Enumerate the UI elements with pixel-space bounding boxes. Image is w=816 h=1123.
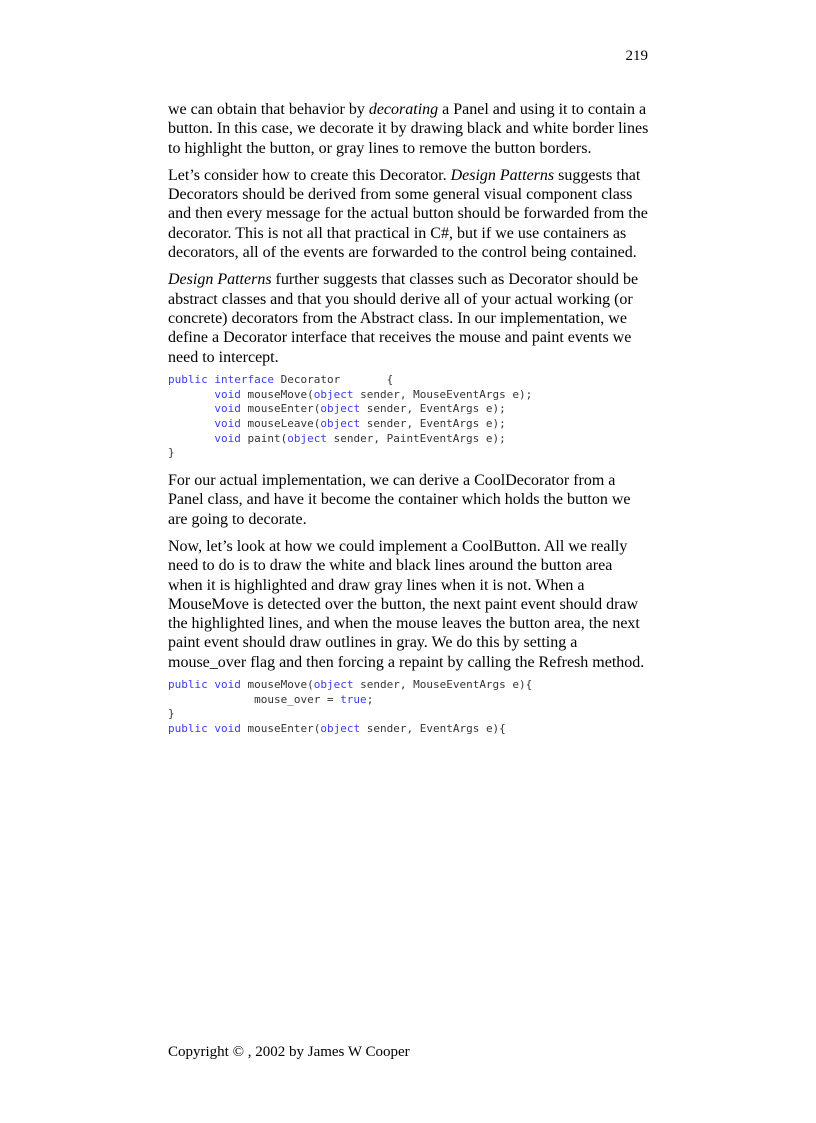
keyword: object: [287, 431, 327, 445]
code-text: mouseMove(: [240, 678, 314, 692]
code-text: }: [168, 446, 175, 460]
keyword: public: [168, 678, 208, 692]
code-block-mouse-handlers: [168, 678, 650, 737]
keyword: object: [320, 722, 361, 736]
keyword: object: [313, 387, 354, 401]
text: suggests that Decorators should be derived from some general visual component class and then every message for the actual button should be forwarded from the decorator. This is not all that practical in C#, but if we use containers as decorators, all of the events are forwarded to the control being contained.: [168, 166, 648, 262]
keyword: object: [320, 402, 361, 416]
code-text: paint(: [240, 431, 288, 445]
page-number: 219: [625, 48, 648, 64]
keyword: object: [320, 416, 361, 430]
keyword: public: [168, 372, 208, 386]
code-block-decorator-interface: [168, 373, 650, 461]
code-text: sender, PaintEventArgs e);: [326, 431, 506, 445]
code-text: }: [168, 707, 175, 721]
paragraph-3: [168, 270, 650, 366]
text: a Panel and using it to contain a button. In this case, we decorate it by drawing black and white border lines to highlight the button, or gray lines to remove the button borders.: [168, 101, 649, 157]
code-text: mouseMove(: [240, 387, 314, 401]
keyword: true: [340, 692, 367, 706]
book-title: Design Patterns: [168, 271, 272, 289]
copyright-footer: Copyright © , 2002 by James W Cooper: [168, 1044, 410, 1060]
code-text: Decorator {: [273, 372, 394, 386]
paragraph-4: For our actual implementation, we can derive a CoolDecorator from a Panel class, and have it become the container which holds the button we are going to decorate.: [168, 472, 631, 528]
keyword: void: [214, 402, 241, 416]
code-text: mouseLeave(: [240, 416, 321, 430]
code-text: ;: [366, 692, 374, 706]
code-text: mouseEnter(: [240, 722, 321, 736]
paragraph-2: [168, 166, 650, 262]
code-text: mouseEnter(: [240, 402, 321, 416]
text: Let’s consider how to create this Decorator.: [168, 166, 451, 184]
keyword: void: [214, 678, 241, 692]
code-text: sender, EventArgs e);: [360, 416, 506, 430]
code-text: sender, EventArgs e);: [360, 402, 506, 416]
keyword: public: [168, 722, 208, 736]
keyword: interface: [214, 372, 274, 386]
keyword: void: [214, 416, 241, 430]
keyword: void: [214, 722, 241, 736]
code-text: sender, EventArgs e){: [360, 722, 506, 736]
text: further suggests that classes such as Decorator should be abstract classes and that you should derive all of your actual working (or concrete) decorators from the Abstract class. In our implementation, we define a Decorator interface that receives the mouse and paint events we need to intercept.: [168, 271, 639, 366]
keyword: void: [214, 387, 241, 401]
book-title: Design Patterns: [450, 166, 555, 184]
code-text: sender, MouseEventArgs e);: [353, 387, 533, 401]
keyword: object: [313, 678, 354, 692]
keyword: void: [214, 431, 241, 445]
paragraph-5: Now, let’s look at how we could implement a CoolButton. All we really need to do is to draw the white and black lines around the button area when it is highlighted and draw gray lines when it is not. When a MouseMove is detected over the button, the next paint event should draw the highlighted lines, and when the mouse leaves the button area, the next paint event should draw outlines in gray. We do this by setting a mouse_over flag and then forcing a repaint by calling the Refresh method.: [168, 537, 645, 671]
text: we can obtain that behavior by: [168, 101, 369, 118]
emphasis: decorating: [368, 101, 439, 118]
code-text: mouse_over =: [254, 692, 341, 706]
code-text: sender, MouseEventArgs e){: [353, 678, 533, 692]
paragraph-1: [168, 100, 650, 158]
page-body: [168, 100, 650, 747]
